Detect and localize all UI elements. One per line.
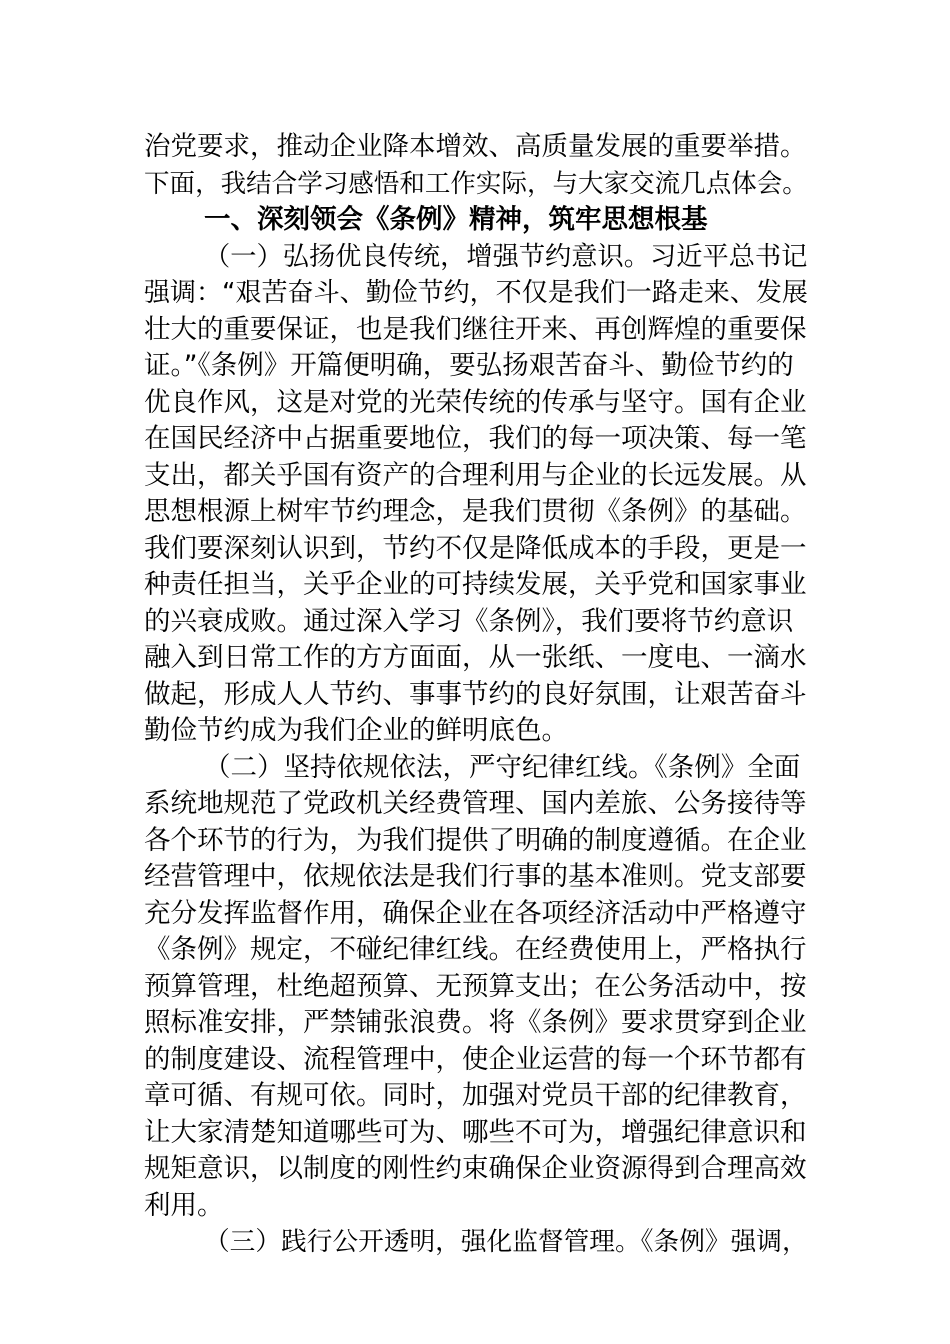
- text-line: 思想根源上树牢节约理念，是我们贯彻《条例》的基础。: [144, 496, 807, 527]
- text-line: 的制度建设、流程管理中，使企业运营的每一个环节都有: [144, 1043, 807, 1075]
- text-line: 照标准安排，严禁铺张浪费。将《条例》要求贯穿到企业: [144, 1007, 807, 1038]
- text-line: 优良作风，这是对党的光荣传统的传承与坚守。国有企业: [144, 386, 807, 418]
- text-line: 我们要深刻认识到，节约不仅是降低成本的手段，更是一: [144, 532, 807, 564]
- text-line: 强调：“艰苦奋斗、勤俭节约，不仅是我们一路走来、发展: [144, 278, 808, 308]
- text-line: （二）坚持依规依法，严守纪律红线。《条例》全面: [204, 751, 801, 783]
- text-line: 下面，我结合学习感悟和工作实际，与大家交流几点体会。: [144, 168, 808, 199]
- text-line: 经营管理中，依规依法是我们行事的基本准则。党支部要: [144, 861, 807, 892]
- text-line: （三）践行公开透明，强化监督管理。《条例》强调，: [204, 1227, 808, 1257]
- text-line: （一）弘扬优良传统，增强节约意识。习近平总书记: [204, 241, 808, 272]
- text-line: 种责任担当，关乎企业的可持续发展，关乎党和国家事业: [144, 569, 807, 600]
- text-line: 各个环节的行为，为我们提供了明确的制度遵循。在企业: [144, 824, 807, 856]
- text-line: 规矩意识，以制度的刚性约束确保企业资源得到合理高效: [144, 1153, 807, 1184]
- text-line: 支出，都关乎国有资产的合理利用与企业的长远发展。从: [144, 459, 807, 491]
- text-line: 在国民经济中占据重要地位，我们的每一项决策、每一笔: [144, 423, 807, 454]
- text-line: 融入到日常工作的方方面面，从一张纸、一度电、一滴水: [144, 642, 807, 673]
- text-line: 勤俭节约成为我们企业的鲜明底色。: [144, 715, 568, 746]
- text-line: 系统地规范了党政机关经费管理、国内差旅、公务接待等: [144, 788, 807, 819]
- text-line: 的兴衰成败。通过深入学习《条例》，我们要将节约意识: [144, 605, 794, 637]
- text-line: 利用。: [144, 1189, 224, 1221]
- text-line: 做起，形成人人节约、事事节约的良好氛围，让艰苦奋斗: [144, 678, 807, 710]
- text-line: 充分发挥监督作用，确保企业在各项经济活动中严格遵守: [144, 897, 807, 929]
- text-line: 章可循、有规可依。同时，加强对党员干部的纪律教育，: [144, 1080, 807, 1111]
- text-line: 预算管理，杜绝超预算、无预算支出；在公务活动中，按: [144, 970, 807, 1002]
- text-line: 《条例》规定，不碰纪律红线。在经费使用上，严格执行: [144, 934, 807, 965]
- text-line: 治党要求，推动企业降本增效、高质量发展的重要举措。: [144, 131, 807, 162]
- document-body: [144, 129, 808, 1261]
- text-line: 证。”《条例》开篇便明确，要弘扬艰苦奋斗、勤俭节约的: [144, 350, 794, 381]
- text-line: 壮大的重要保证，也是我们继往开来、再创辉煌的重要保: [144, 313, 807, 345]
- section-heading: 一、深刻领会《条例》精神，筑牢思想根基: [204, 204, 708, 235]
- text-line: 让大家清楚知道哪些可为、哪些不可为，增强纪律意识和: [144, 1116, 807, 1148]
